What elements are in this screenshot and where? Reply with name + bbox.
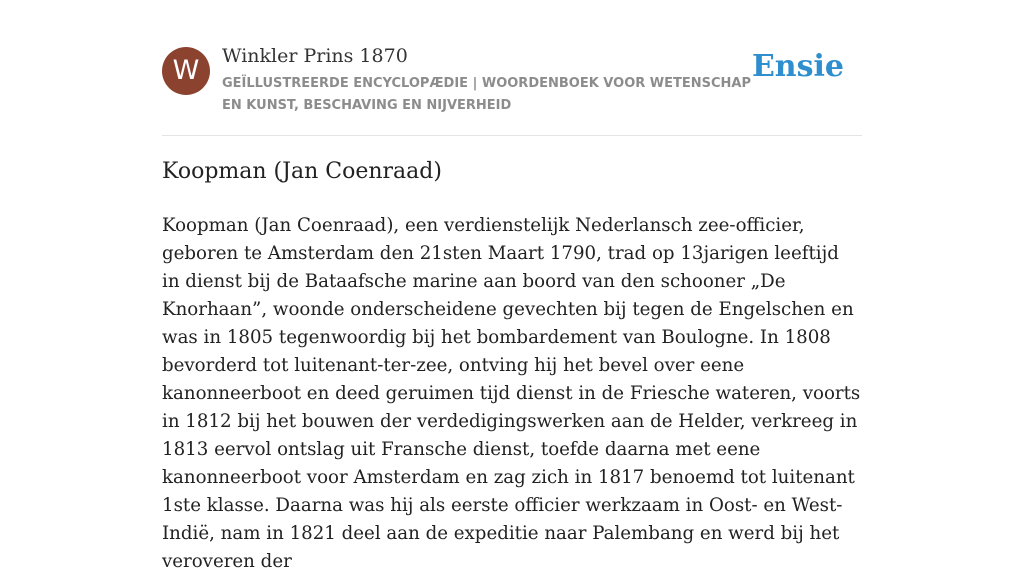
source-subtitle: GEÏLLUSTREERDE ENCYCLOPÆDIE | WOORDENBOEK VOOR WETENSCHAP EN KUNST, BESCHAVING EN NIJVERHEID <box>222 76 751 113</box>
source-header <box>162 44 862 136</box>
article-body: Koopman (Jan Coenraad), een verdienstelijk Nederlansch zee-officier, geboren te Amsterdam den 21sten Maart 1790, trad op 13jarigen leeftijd in dienst bij de Bataafsche marine aan boord van den schooner „De Knorhaan”, woonde onderscheidene gevechten bij tegen de Engelschen en was in 1805 tegenwoordig bij het bombardement van Boulogne. In 1808 bevorderd tot luitenant-ter-zee, ontving hij het bevel over eene kanonneerboot en deed geruimen tijd dienst in de Friesche wateren, voorts in 1812 bij het bouwen der verdedigingswerken aan de Helder, verkreeg in 1813 eervol ontslag uit Fransche dienst, toefde daarna met eene kanonneerboot voor Amsterdam en zag zich in 1817 benoemd tot luitenant 1ste klasse. Daarna was hij als eerste officier werkzaam in Oost- en West-Indië, nam in 1821 deel aan de expeditie naar Palembang en werd bij het veroveren der <box>162 215 861 572</box>
header-divider <box>162 135 862 136</box>
source-title-link[interactable]: Winkler Prins 1870 <box>222 45 408 67</box>
ensie-logo[interactable]: Ensie <box>751 49 844 84</box>
source-avatar[interactable]: W <box>162 47 210 95</box>
article-title: Koopman (Jan Coenraad) <box>162 159 442 184</box>
